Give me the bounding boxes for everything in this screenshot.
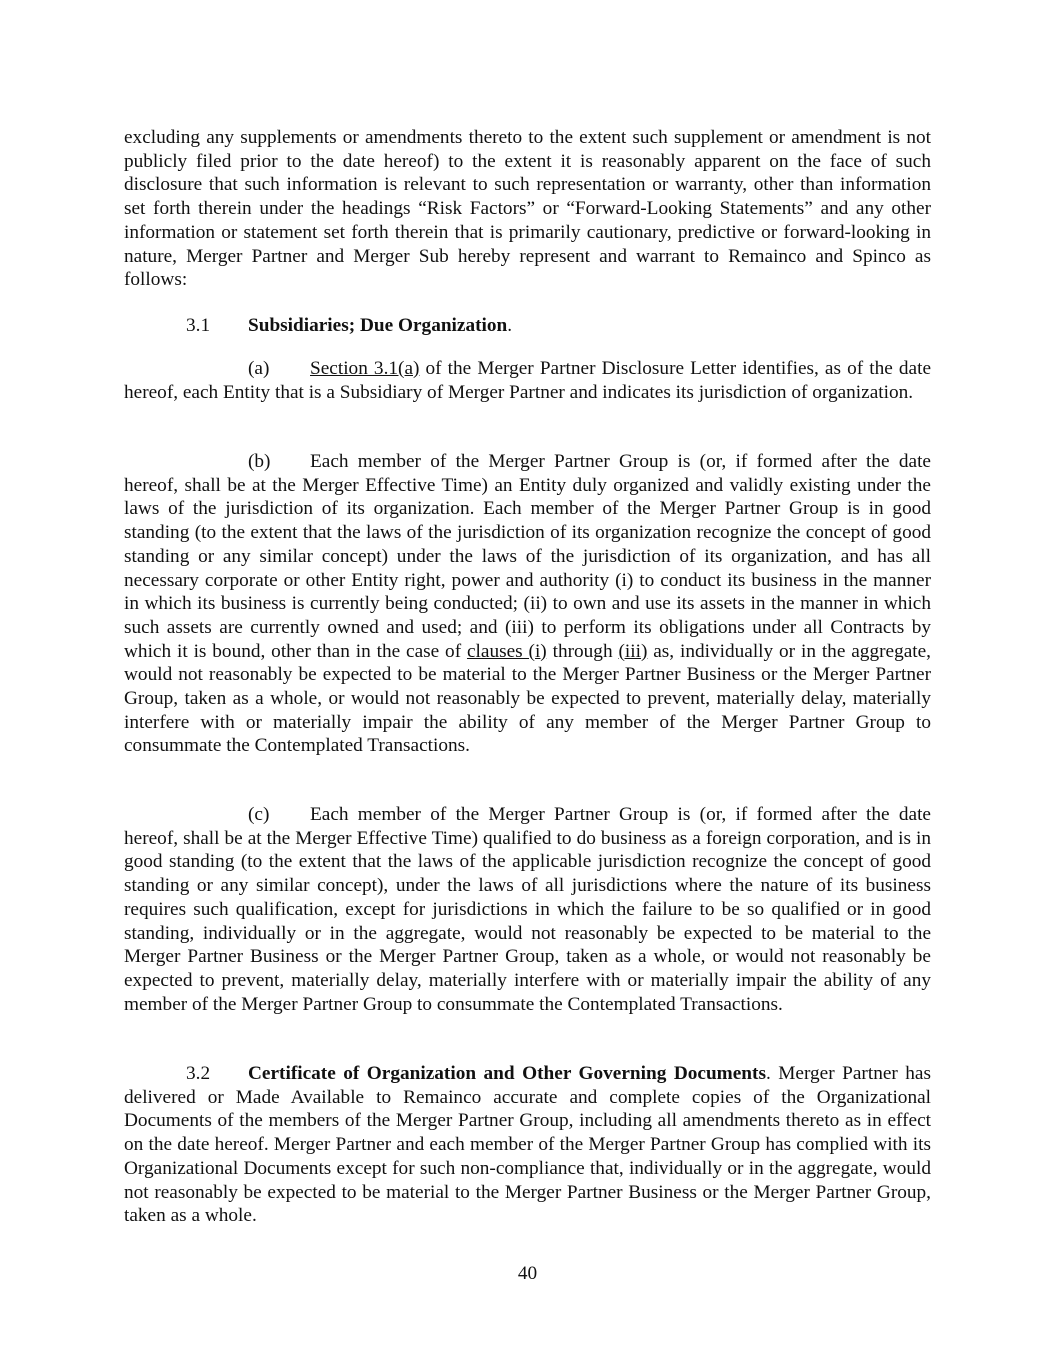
page-number: 40 <box>517 1263 538 1284</box>
clause-label: (b) <box>248 451 271 472</box>
section-3-2-paragraph <box>124 1062 931 1228</box>
clause-label: (c) <box>248 804 270 825</box>
section-title: Certificate of Organization and Other Governing Documents <box>248 1063 766 1084</box>
section-number: 3.1 <box>186 315 211 336</box>
section-title-period: . <box>507 315 513 336</box>
clause-text: Each member of the Merger Partner Group is (or, if formed after the date hereof, shall be at the Merger Effective Time) qualified to do business as a foreign corporation, and is in good standing (to the extent that the laws of the applicable jurisdiction recognize the concept of good standing or any similar concept), under the laws of all jurisdictions where the nature of its business requires such qualification, except for jurisdictions in which the failure to be so qualified or in good standing, individually or in the aggregate, would not reasonably be expected to be material to the Merger Partner Business or the Merger Partner Group, taken as a whole, or would not reasonably be expected to prevent, materially delay, materially interfere with or materially impair the ability of any member of the Merger Partner Group to consummate the Contemplated Transactions. <box>124 804 931 1015</box>
clause-text: through <box>546 640 619 662</box>
section-title: Subsidiaries; Due Organization <box>248 315 508 336</box>
cross-reference: (iii) <box>618 640 648 662</box>
intro-paragraph: excluding any supplements or amendments thereto to the extent such supplement or amendment is not publicly filed prior to the date hereof) to the extent it is reasonably apparent on the face of such disclosure that such information is relevant to such representation or warranty, other than information set forth therein under the headings “Risk Factors” or “Forward-Looking Statements” and any other information or statement set forth therein that is primarily cautionary, predictive or forward-looking in nature, Merger Partner and Merger Sub hereby represent and warrant to Remainco and Spinco as follows: <box>124 127 931 291</box>
clause-text: as, individually or in the aggregate, would not reasonably be expected to be material to the Merger Partner Business or the Merger Partner Group, taken as a whole, or would not reasonably be expected to prevent, materially delay, materially interfere with or materially impair the ability of any member of the Merger Partner Group to consummate the Contemplated Transactions. <box>124 640 932 757</box>
paragraph-3-1-c <box>124 803 931 1016</box>
section-number: 3.2 <box>186 1063 211 1084</box>
paragraph-3-1-b <box>124 450 931 758</box>
section-text: . Merger Partner has delivered or Made Available to Remainco accurate and complete copies of the Organizational Documents of the members of the Merger Partner Group, including all amendments thereto as in effect on the date hereof. Merger Partner and each member of the Merger Partner Group has complied with its Organizational Documents except for such non-compliance that, individually or in the aggregate, would not reasonably be expected to be material to the Merger Partner Business or the Merger Partner Group, taken as a whole. <box>124 1063 931 1227</box>
clause-label: (a) <box>248 358 270 379</box>
clause-text: of the Merger Partner Disclosure Letter identifies, as of the date hereof, each Entity that is a Subsidiary of Merger Partner and indicates its jurisdiction of organization. <box>124 358 931 403</box>
cross-reference: clauses (i) <box>466 640 547 662</box>
cross-reference: Section 3.1(a) <box>310 358 420 379</box>
section-3-1-heading <box>124 314 931 338</box>
clause-text: Each member of the Merger Partner Group is (or, if formed after the date hereof, shall be at the Merger Effective Time) an Entity duly organized and validly existing under the laws of the jurisdiction of its organization. Each member of the Merger Partner Group is in good standing (to the extent that the laws of the jurisdiction of its organization recognize the concept of good standing or any similar concept) under the laws of the jurisdiction of its organization, and has all necessary corporate or other Entity right, power and authority (i) to conduct its business in the manner in which its business is currently being conducted; (ii) to own and use its assets in the manner in which such assets are currently owned and used; and (iii) to perform its obligations under all Contracts by which it is bound, other than in the case of <box>124 451 931 662</box>
paragraph-3-1-a <box>124 357 931 404</box>
